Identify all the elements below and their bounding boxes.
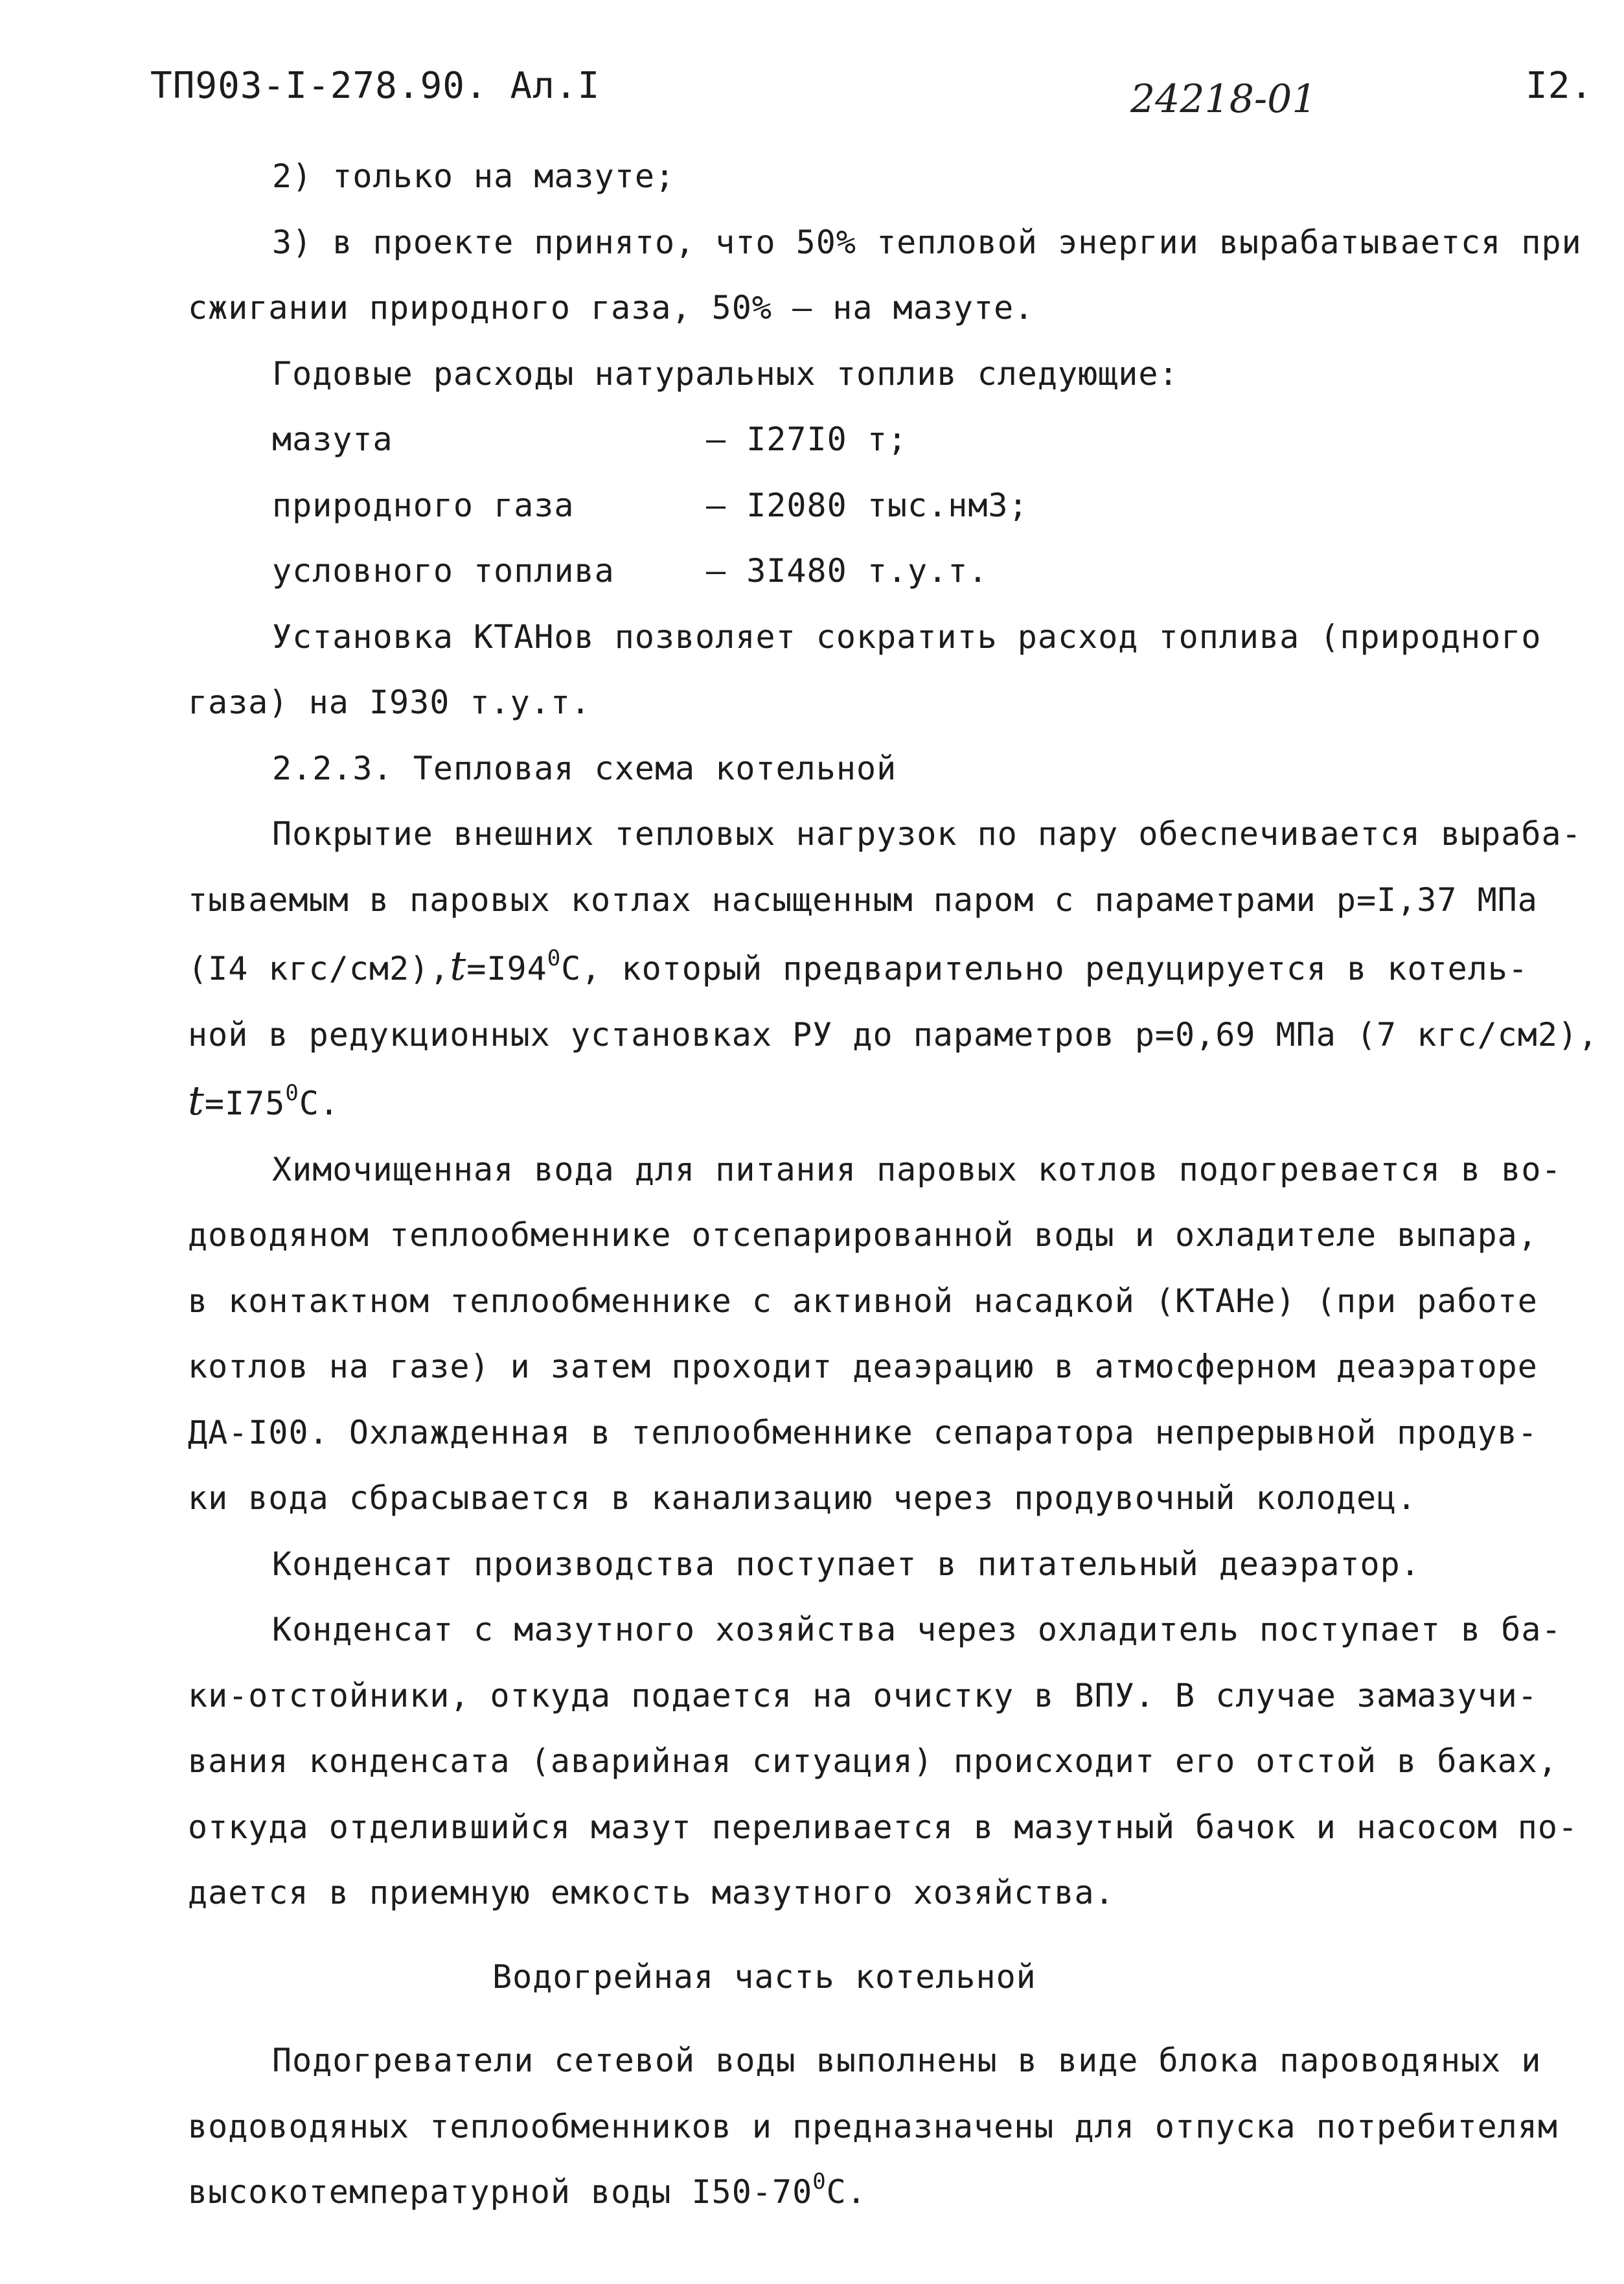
- temperature-symbol: t: [450, 942, 467, 989]
- text-line: ки вода сбрасывается в канализацию через продувочный колодец.: [188, 1479, 1417, 1517]
- text-line: Конденсат производства поступает в питательный деаэратор.: [272, 1545, 1421, 1583]
- fuel-row: [188, 473, 1594, 539]
- fuel-value: – 3I480 т.у.т.: [706, 552, 989, 590]
- section-heading: 2.2.3. Тепловая схема котельной: [272, 749, 897, 787]
- text-fragment: высокотемпературной воды I50-70: [188, 2173, 813, 2211]
- section-heading-2-2-3: [188, 736, 1594, 802]
- text-fragment: С, который предварительно редуцируется в котель-: [561, 950, 1529, 987]
- text-line: Установка КТАНов позволяет сократить расход топлива (природного: [272, 617, 1542, 656]
- text-line: Покрытие внешних тепловых нагрузок по пару обеспечивается выраба-: [272, 815, 1582, 853]
- fuel-name: мазута: [272, 421, 393, 458]
- paragraph-feed-water: [188, 1137, 1594, 1532]
- fuel-row: [188, 407, 1594, 473]
- handwritten-inventory-number: 24218-01: [1130, 76, 1317, 122]
- fuel-value: – I27I0 т;: [706, 421, 908, 458]
- text-line: ки-отстойники, откуда подается на очистку в ВПУ. В случае замазучи-: [188, 1676, 1538, 1714]
- degree-superscript: 0: [285, 1080, 299, 1106]
- text-line: Годовые расходы натуральных топлив следующие:: [272, 354, 1179, 393]
- text-line: откуда отделившийся мазут переливается в мазутный бачок и насосом по-: [188, 1808, 1579, 1846]
- text-line: тываемым в паровых котлах насыщенным паром с параметрами р=I,37 МПа: [188, 881, 1538, 919]
- text-fragment: =I94: [466, 950, 547, 987]
- fuel-row: [188, 538, 1594, 605]
- subsection-heading: [188, 1944, 1594, 2011]
- paragraph-steam-load: [188, 802, 1599, 1137]
- text-line: 2) только на мазуте;: [272, 157, 676, 195]
- text-line: вания конденсата (аварийная ситуация) происходит его отстой в баках,: [188, 1742, 1558, 1780]
- degree-superscript: 0: [812, 2169, 827, 2195]
- text-line: Конденсат с мазутного хозяйства через охладитель поступает в ба-: [272, 1611, 1562, 1648]
- paragraph-condensate-fuel-oil: [188, 1597, 1594, 1926]
- text-line: 3) в проекте принято, что 50% тепловой энергии вырабатывается при: [272, 223, 1582, 261]
- text-line: Подогреватели сетевой воды выполнены в виде блока пароводяных и: [272, 2042, 1542, 2079]
- text-line: [188, 933, 1594, 1002]
- text-fragment: С.: [826, 2173, 867, 2211]
- degree-superscript: 0: [547, 945, 562, 971]
- fuel-name: природного газа: [272, 486, 575, 524]
- paragraph-list-item-2: [188, 144, 1594, 210]
- text-line: в контактном теплообменнике с активной насадкой (КТАНе) (при работе: [188, 1282, 1538, 1320]
- temperature-symbol: t: [188, 1077, 205, 1124]
- section-heading: Водогрейная часть котельной: [492, 1957, 1036, 1996]
- paragraph-condensate-production: [188, 1532, 1594, 1598]
- document-cipher: ТП903-I-278.90. Ал.I: [150, 65, 600, 107]
- sheet-number: I2.: [1526, 65, 1594, 107]
- text-fragment: (I4 кгс/см2),: [188, 950, 450, 987]
- text-line: ДА-I00. Охлажденная в теплообменнике сепаратора непрерывной продув-: [188, 1413, 1538, 1451]
- text-line: [188, 1068, 1594, 1137]
- fuel-consumption-table: [188, 407, 1594, 605]
- text-line: котлов на газе) и затем проходит деаэрацию в атмосферном деаэраторе: [188, 1348, 1538, 1385]
- text-line: газа) на I930 т.у.т.: [188, 684, 591, 721]
- text-line: ной в редукционных установках РУ до параметров р=0,69 МПа (7 кгс/см2),: [188, 1015, 1599, 1054]
- text-line: водоводяных теплообменников и предназначены для отпуска потребителям: [188, 2107, 1558, 2145]
- text-line: дается в приемную емкость мазутного хозяйства.: [188, 1874, 1115, 1911]
- text-line: доводяном теплообменнике отсепарированной воды и охладителе выпара,: [188, 1216, 1538, 1254]
- paragraph-list-item-3: [188, 210, 1594, 341]
- text-line: [188, 2160, 1594, 2226]
- fuel-value: – I2080 тыс.нм3;: [706, 486, 1029, 524]
- document-body: [188, 144, 1599, 2226]
- text-line: сжигании природного газа, 50% – на мазуте.: [188, 289, 1035, 327]
- text-fragment: С.: [299, 1085, 340, 1122]
- text-line: Химочищенная вода для питания паровых котлов подогревается в во-: [272, 1150, 1562, 1188]
- paragraph-ktan: [188, 605, 1594, 736]
- fuel-name: условного топлива: [272, 552, 615, 590]
- paragraph-fuel-intro: [188, 341, 1594, 408]
- text-fragment: =I75: [204, 1085, 286, 1122]
- paragraph-water-heaters: [188, 2028, 1594, 2226]
